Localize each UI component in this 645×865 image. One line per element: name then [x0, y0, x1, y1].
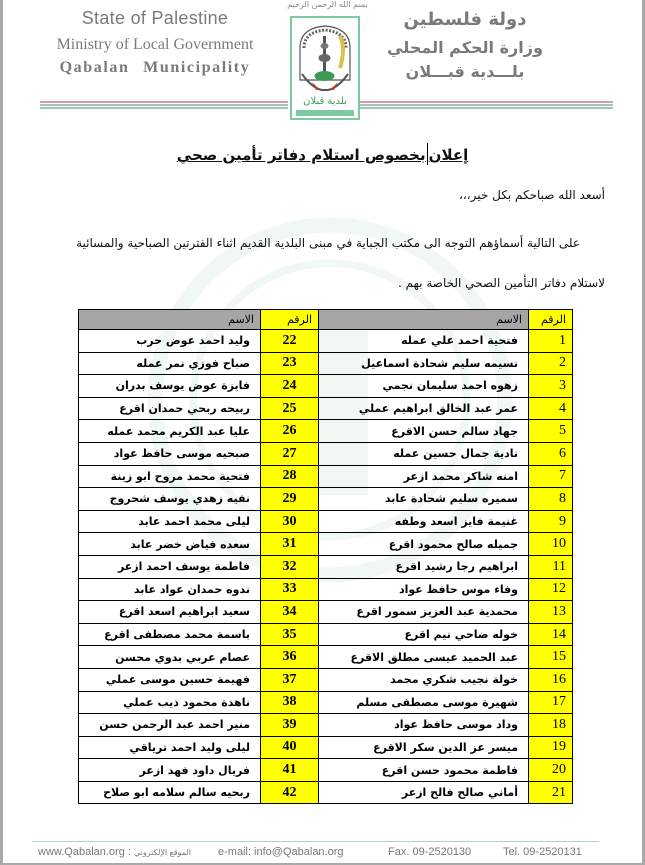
- bismillah-text: بسم الله الرحمن الرحيم: [287, 0, 368, 9]
- row-number-left: 27: [261, 442, 319, 465]
- header-rule-grey-left: [40, 104, 288, 106]
- row-number-right: 7: [529, 465, 573, 488]
- row-number-right: 16: [529, 668, 573, 691]
- header-number-left: الرقم: [261, 310, 319, 330]
- row-number-right: 15: [529, 646, 573, 669]
- ministry-name-ar: وزارة الحكم المحلي: [387, 38, 543, 57]
- table-row: [79, 736, 573, 759]
- row-name-left: سعده فياض خضر عابد: [79, 533, 261, 556]
- row-name-left: نفيه زهدي يوسف شحروج: [79, 488, 261, 511]
- row-name-right: امنه شاكر محمد ازعر: [319, 465, 529, 488]
- row-number-left: 24: [261, 375, 319, 398]
- row-name-right: عبد الحميد عيسى مطلق الاقرع: [319, 646, 529, 669]
- row-name-left: منير احمد عبد الرحمن حسن: [79, 714, 261, 737]
- greeting-text: أسعد الله صباحكم بكل خير،،،: [459, 188, 605, 202]
- row-number-left: 28: [261, 465, 319, 488]
- names-table: [78, 309, 573, 804]
- row-name-left: ربيحه ربحي حمدان اقرع: [79, 397, 261, 420]
- row-name-left: فاطمة يوسف احمد ازعر: [79, 555, 261, 578]
- logo-caption: بلدية قبلان: [303, 96, 347, 107]
- header-name-left: الاسم: [79, 310, 261, 330]
- body-paragraph-1: على التالية أسماؤهم التوجه الى مكتب الجباية في مبنى البلدية القديم اثناء الفترتين الصباحية والمسائية: [76, 236, 580, 250]
- table-row: [79, 578, 573, 601]
- footer-website[interactable]: [38, 846, 191, 858]
- row-number-left: 22: [261, 330, 319, 353]
- footer-tel: Tel. 09-2520131: [503, 846, 582, 858]
- table-row: [79, 646, 573, 669]
- row-name-left: صباح فوزي نمر عمله: [79, 352, 261, 375]
- ministry-name-en: Ministry of Local Government: [56, 36, 254, 53]
- website-label: الموقع الإلكتروني: [134, 848, 191, 857]
- row-name-left: عصام عربي بدوي محسن: [79, 646, 261, 669]
- row-number-right: 6: [529, 442, 573, 465]
- row-number-left: 30: [261, 510, 319, 533]
- row-name-left: ندوه حمدان عواد عابد: [79, 578, 261, 601]
- row-name-right: خوله ضاحي نيم اقرع: [319, 623, 529, 646]
- row-name-left: سعيد ابراهيم اسعد اقرع: [79, 601, 261, 624]
- row-name-right: زهوه احمد سليمان نجمي: [319, 375, 529, 398]
- header-rule-red-left: [40, 101, 288, 103]
- table-row: [79, 668, 573, 691]
- row-number-left: 32: [261, 555, 319, 578]
- row-number-left: 25: [261, 397, 319, 420]
- row-number-right: 18: [529, 714, 573, 737]
- row-number-right: 13: [529, 601, 573, 624]
- row-number-left: 33: [261, 578, 319, 601]
- table-row: [79, 330, 573, 353]
- row-name-left: عليا عبد الكريم محمد عمله: [79, 420, 261, 443]
- table-row: [79, 465, 573, 488]
- row-name-left: ليلى وليد احمد ترياقي: [79, 736, 261, 759]
- footer-fax: Fax. 09-2520130: [388, 846, 472, 858]
- logo-emblem-icon: [292, 18, 358, 118]
- row-name-right: محمدية عبد العزيز سمور اقرع: [319, 601, 529, 624]
- row-number-right: 20: [529, 759, 573, 782]
- row-number-left: 34: [261, 601, 319, 624]
- row-name-left: ليلى محمد احمد عابد: [79, 510, 261, 533]
- row-number-right: 21: [529, 781, 573, 804]
- row-name-left: صبحيه موسى حافظ عواد: [79, 442, 261, 465]
- municipality-logo: [290, 16, 360, 120]
- row-name-right: سميره سليم شحادة عابد: [319, 488, 529, 511]
- row-number-right: 3: [529, 375, 573, 398]
- row-number-left: 39: [261, 714, 319, 737]
- row-number-right: 14: [529, 623, 573, 646]
- row-number-left: 36: [261, 646, 319, 669]
- row-number-right: 19: [529, 736, 573, 759]
- row-name-right: وفاء موس حافظ عواد: [319, 578, 529, 601]
- row-number-right: 2: [529, 352, 573, 375]
- row-number-left: 37: [261, 668, 319, 691]
- row-name-right: جميله صالح محمود اقرع: [319, 533, 529, 556]
- table-row: [79, 781, 573, 804]
- page-border-left: [0, 0, 3, 865]
- website-url[interactable]: www.Qabalan.org :: [38, 846, 131, 858]
- municipality-name-en: Qabalan Municipality: [59, 59, 251, 76]
- title-announcement-word: إعلان: [428, 146, 469, 164]
- row-name-right: شهيرة موسى مصطفى مسلم: [319, 691, 529, 714]
- table-row: [79, 691, 573, 714]
- row-name-right: غنيمة فايز اسعد وطفه: [319, 510, 529, 533]
- row-number-right: 4: [529, 397, 573, 420]
- row-number-left: 40: [261, 736, 319, 759]
- row-number-right: 5: [529, 420, 573, 443]
- header-rule-grey-right: [358, 104, 613, 106]
- row-name-right: جهاد سالم حسن الاقرع: [319, 420, 529, 443]
- row-number-left: 29: [261, 488, 319, 511]
- row-name-left: وليد احمد عوض حرب: [79, 330, 261, 353]
- table-row: [79, 488, 573, 511]
- table-row: [79, 397, 573, 420]
- title-subject: بخصوص استلام دفاتر تأمين صحي: [176, 146, 426, 164]
- footer-email[interactable]: e-mail: info@Qabalan.org: [218, 846, 344, 858]
- header-rule-red-right: [358, 101, 613, 103]
- row-number-right: 11: [529, 555, 573, 578]
- row-number-left: 35: [261, 623, 319, 646]
- row-name-right: نسيمه سليم شحادة اسماعيل: [319, 352, 529, 375]
- row-number-left: 31: [261, 533, 319, 556]
- table-row: [79, 601, 573, 624]
- row-number-left: 26: [261, 420, 319, 443]
- row-name-right: نادية جمال حسين عمله: [319, 442, 529, 465]
- row-name-right: فاطمة محمود حسن اقرع: [319, 759, 529, 782]
- table-row: [79, 533, 573, 556]
- header-rule-green-left: [40, 107, 288, 109]
- row-name-right: ابراهيم رجا رشيد اقرع: [319, 555, 529, 578]
- row-name-left: باسمة محمد مصطفى اقرع: [79, 623, 261, 646]
- table-row: [79, 375, 573, 398]
- municipality-name-ar: بلـــدية قبـــلان: [405, 62, 525, 81]
- row-name-right: وداد موسى حافظ عواد: [319, 714, 529, 737]
- header-name-right: الاسم: [319, 310, 529, 330]
- table-row: [79, 714, 573, 737]
- row-name-right: ميسر عز الدين سكر الاقرع: [319, 736, 529, 759]
- row-name-left: فريال داود فهد ازعر: [79, 759, 261, 782]
- row-number-right: 17: [529, 691, 573, 714]
- table-row: [79, 555, 573, 578]
- row-name-right: فتحية احمد علي عمله: [319, 330, 529, 353]
- footer-rule: [32, 841, 599, 842]
- state-name-ar: دولة فلسطين: [403, 9, 527, 30]
- row-number-right: 1: [529, 330, 573, 353]
- header-rule-green-right: [358, 107, 613, 109]
- body-paragraph-2: لاستلام دفاتر التأمين الصحي الخاصة بهم .: [398, 276, 605, 290]
- table-row: [79, 759, 573, 782]
- state-name-en: State of Palestine: [81, 8, 229, 28]
- row-number-right: 10: [529, 533, 573, 556]
- text-cursor: [427, 143, 428, 165]
- row-number-right: 9: [529, 510, 573, 533]
- table-row: [79, 442, 573, 465]
- header-english: [30, 6, 280, 79]
- header-arabic: [375, 8, 555, 84]
- row-number-left: 38: [261, 691, 319, 714]
- announcement-title: [0, 143, 645, 165]
- row-number-left: 42: [261, 781, 319, 804]
- row-name-right: عمر عبد الخالق ابراهيم عملي: [319, 397, 529, 420]
- table-row: [79, 623, 573, 646]
- row-name-left: فتحية محمد مروح ابو زينة: [79, 465, 261, 488]
- header-number-right: الرقم: [529, 310, 573, 330]
- row-name-right: خولة نجيب شكري محمد: [319, 668, 529, 691]
- row-number-left: 23: [261, 352, 319, 375]
- row-name-left: فهيمة حسين موسى عملي: [79, 668, 261, 691]
- table-row: [79, 420, 573, 443]
- row-number-right: 8: [529, 488, 573, 511]
- row-name-left: ناهدة محمود ذيب عملي: [79, 691, 261, 714]
- row-number-right: 12: [529, 578, 573, 601]
- row-name-left: ربحيه سالم سلامه ابو صلاح: [79, 781, 261, 804]
- table-row: [79, 352, 573, 375]
- row-name-right: أماني صالح فالح ازعر: [319, 781, 529, 804]
- row-number-left: 41: [261, 759, 319, 782]
- table-header-row: [79, 310, 573, 330]
- row-name-left: فايزة عوض يوسف بدران: [79, 375, 261, 398]
- table-row: [79, 510, 573, 533]
